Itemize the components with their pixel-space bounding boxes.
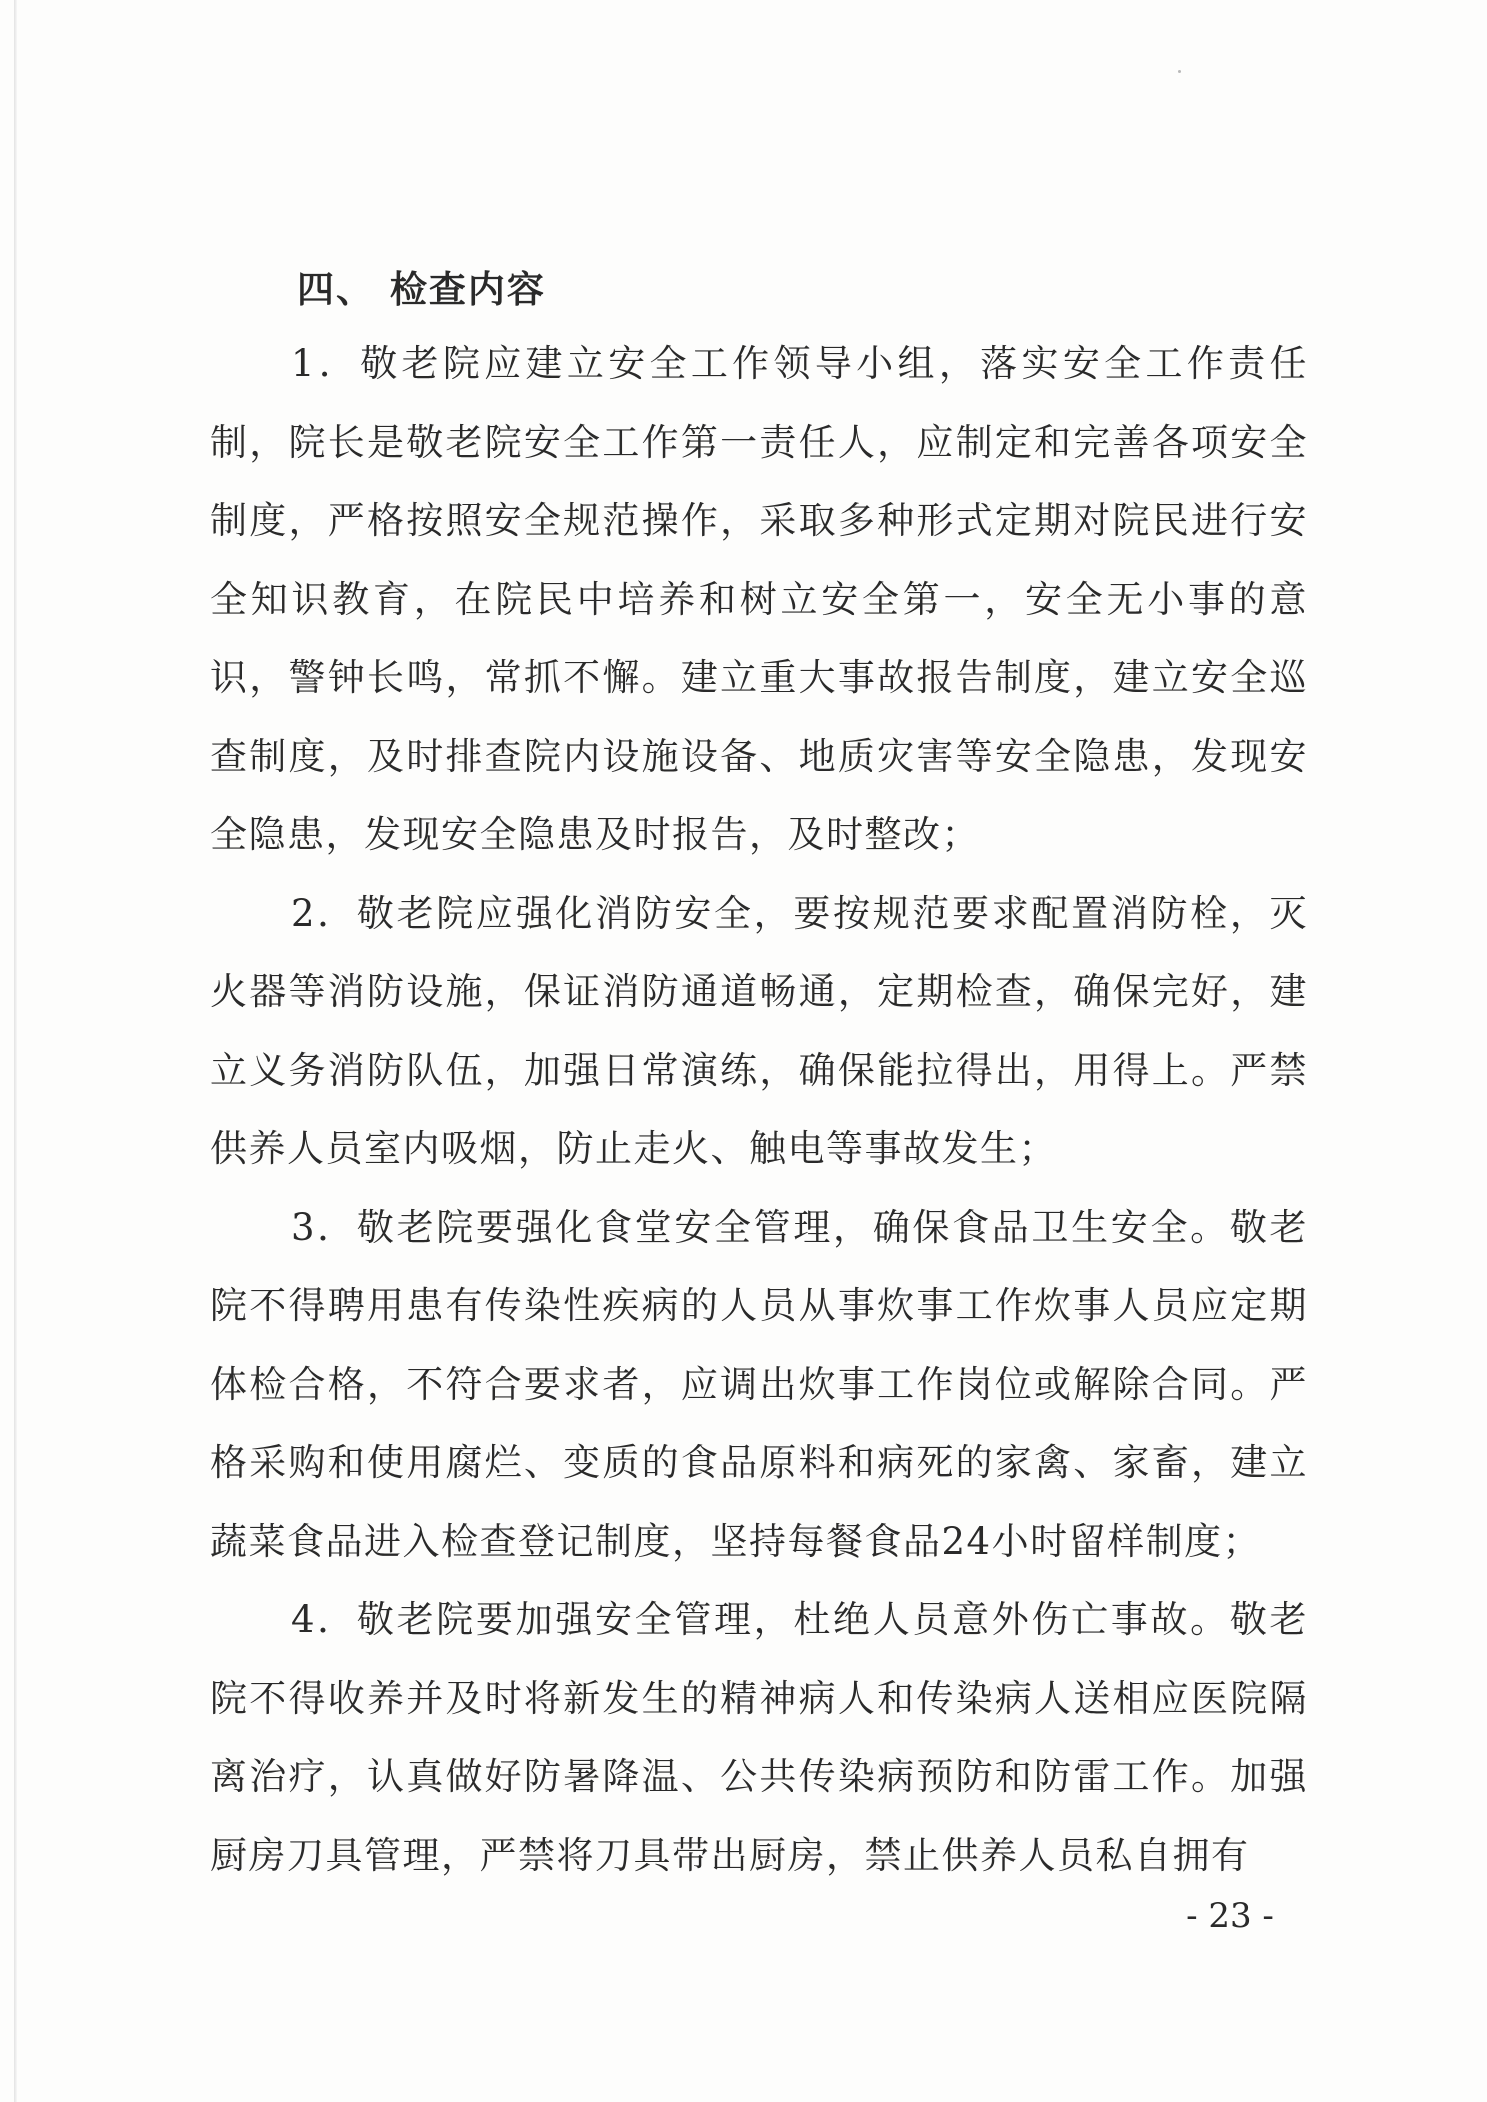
page-number: - 23 - bbox=[1186, 1896, 1274, 1936]
paragraph-1: 1．敬老院应建立安全工作领导小组，落实安全工作责任制，院长是敬老院安全工作第一责任人，应制定和完善各项安全制度，严格按照安全规范操作，采取多种形式定期对院民进行安全知识教育，在院民中培养和树立安全第一，安全无小事的意识，警钟长鸣，常抓不懈。建立重大事故报告制度，建立安全巡查制度，及时排查院内设施设备、地质灾害等安全隐患，发现安全隐患，发现安全隐患及时报告，及时整改； bbox=[210, 342, 1308, 856]
scan-edge-shadow bbox=[14, 0, 17, 2102]
paragraph-4: 4．敬老院要加强安全管理，杜绝人员意外伤亡事故。敬老院不得收养并及时将新发生的精神病人和传染病人送相应医院隔离治疗，认真做好防暑降温、公共传染病预防和防雷工作。加强厨房刀具管理，严禁将刀具带出厨房，禁止供养人员私自拥有 bbox=[210, 1598, 1308, 1877]
scan-speck bbox=[1178, 70, 1181, 73]
document-body bbox=[210, 255, 1308, 1895]
section-heading: 四、 检查内容 bbox=[297, 268, 546, 311]
paragraph-2: 2．敬老院应强化消防安全，要按规范要求配置消防栓，灭火器等消防设施，保证消防通道畅通，定期检查，确保完好，建立义务消防队伍，加强日常演练，确保能拉得出，用得上。严禁供养人员室内吸烟，防止走火、触电等事故发生； bbox=[210, 891, 1308, 1170]
paragraph-3: 3．敬老院要强化食堂安全管理，确保食品卫生安全。敬老院不得聘用患有传染性疾病的人员从事炊事工作炊事人员应定期体检合格，不符合要求者，应调出炊事工作岗位或解除合同。严格采购和使用腐烂、变质的食品原料和病死的家禽、家畜，建立蔬菜食品进入检查登记制度，坚持每餐食品24小时留样制度； bbox=[210, 1205, 1308, 1563]
